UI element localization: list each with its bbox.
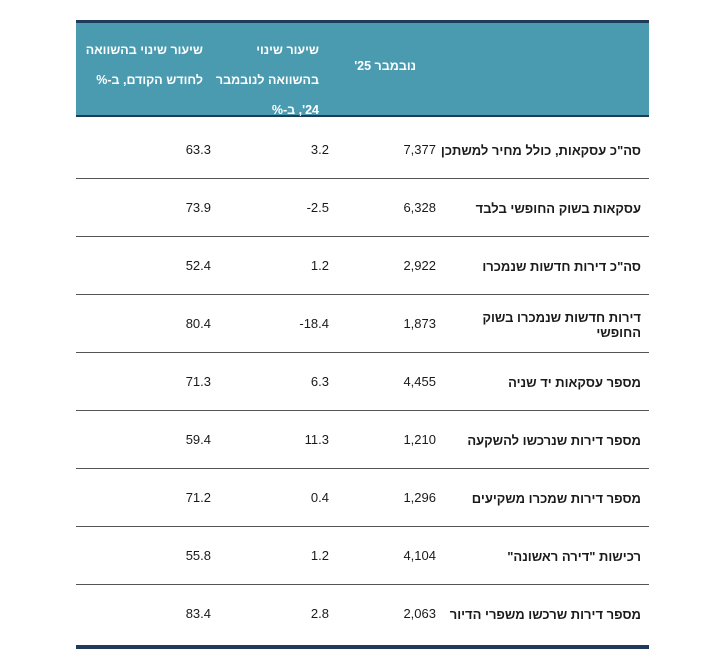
row-label: דירות חדשות שנמכרו בשוק החופשי: [482, 309, 641, 340]
value-mom-change: 71.2: [185, 490, 211, 505]
table-row: [76, 121, 649, 179]
value-nov25: 2,063: [403, 606, 436, 621]
value-nov25: 2,922: [403, 258, 436, 273]
table-row: [76, 295, 649, 353]
bottom-rule: [76, 645, 649, 649]
value-mom-change: 83.4: [185, 606, 211, 621]
value-mom-change: 55.8: [185, 548, 211, 563]
value-nov25: 1,873: [403, 316, 436, 331]
value-mom-change: 71.3: [185, 374, 211, 389]
value-yoy-change: 1.2: [310, 548, 329, 563]
value-nov25: 4,104: [403, 548, 436, 563]
row-label: סה"כ דירות חדשות שנמכרו: [482, 259, 641, 274]
table-row: [76, 469, 649, 527]
value-nov25: 4,455: [403, 374, 436, 389]
header-nov25: נובמבר 25': [354, 59, 416, 73]
table-body: [76, 121, 649, 642]
value-nov25: 7,377: [403, 142, 436, 157]
row-label: רכישות "דירה ראשונה": [507, 549, 641, 564]
value-mom-change: 59.4: [185, 432, 211, 447]
value-mom-change: 80.4: [185, 316, 211, 331]
value-mom-change: 52.4: [185, 258, 211, 273]
header-mom-change: שיעור שינוי בהשוואה לחודש הקודם, ב-%: [85, 43, 203, 87]
value-yoy-change: 0.4: [310, 490, 329, 505]
table-row: [76, 179, 649, 237]
table-row: [76, 237, 649, 295]
table-row: [76, 585, 649, 642]
value-yoy-change: 3.2: [310, 142, 329, 157]
statistics-table: [76, 20, 649, 649]
table-row: [76, 527, 649, 585]
header-label-column: [436, 23, 649, 115]
value-yoy-change: -2.5: [306, 200, 329, 215]
value-yoy-change: 1.2: [310, 258, 329, 273]
row-label: עסקאות בשוק החופשי בלבד: [475, 201, 641, 216]
table-row: [76, 411, 649, 469]
value-nov25: 1,210: [403, 432, 436, 447]
header-yoy-change: שיעור שינוי בהשוואה לנובמבר 24', ב-%: [215, 43, 319, 117]
row-label: מספר דירות שמכרו משקיעים: [471, 491, 641, 506]
value-yoy-change: 2.8: [310, 606, 329, 621]
row-label: מספר דירות שרכשו משפרי הדיור: [449, 607, 641, 622]
row-label: מספר עסקאות יד שניה: [508, 375, 641, 390]
table-row: [76, 353, 649, 411]
row-label: מספר דירות שנרכשו להשקעה: [467, 433, 641, 448]
value-nov25: 6,328: [403, 200, 436, 215]
value-nov25: 1,296: [403, 490, 436, 505]
value-yoy-change: -18.4: [299, 316, 329, 331]
value-mom-change: 63.3: [185, 142, 211, 157]
table-header: [76, 23, 649, 117]
value-yoy-change: 11.3: [304, 432, 329, 447]
row-label: סה"כ עסקאות, כולל מחיר למשתכן: [440, 143, 641, 158]
value-yoy-change: 6.3: [310, 374, 329, 389]
value-mom-change: 73.9: [185, 200, 211, 215]
